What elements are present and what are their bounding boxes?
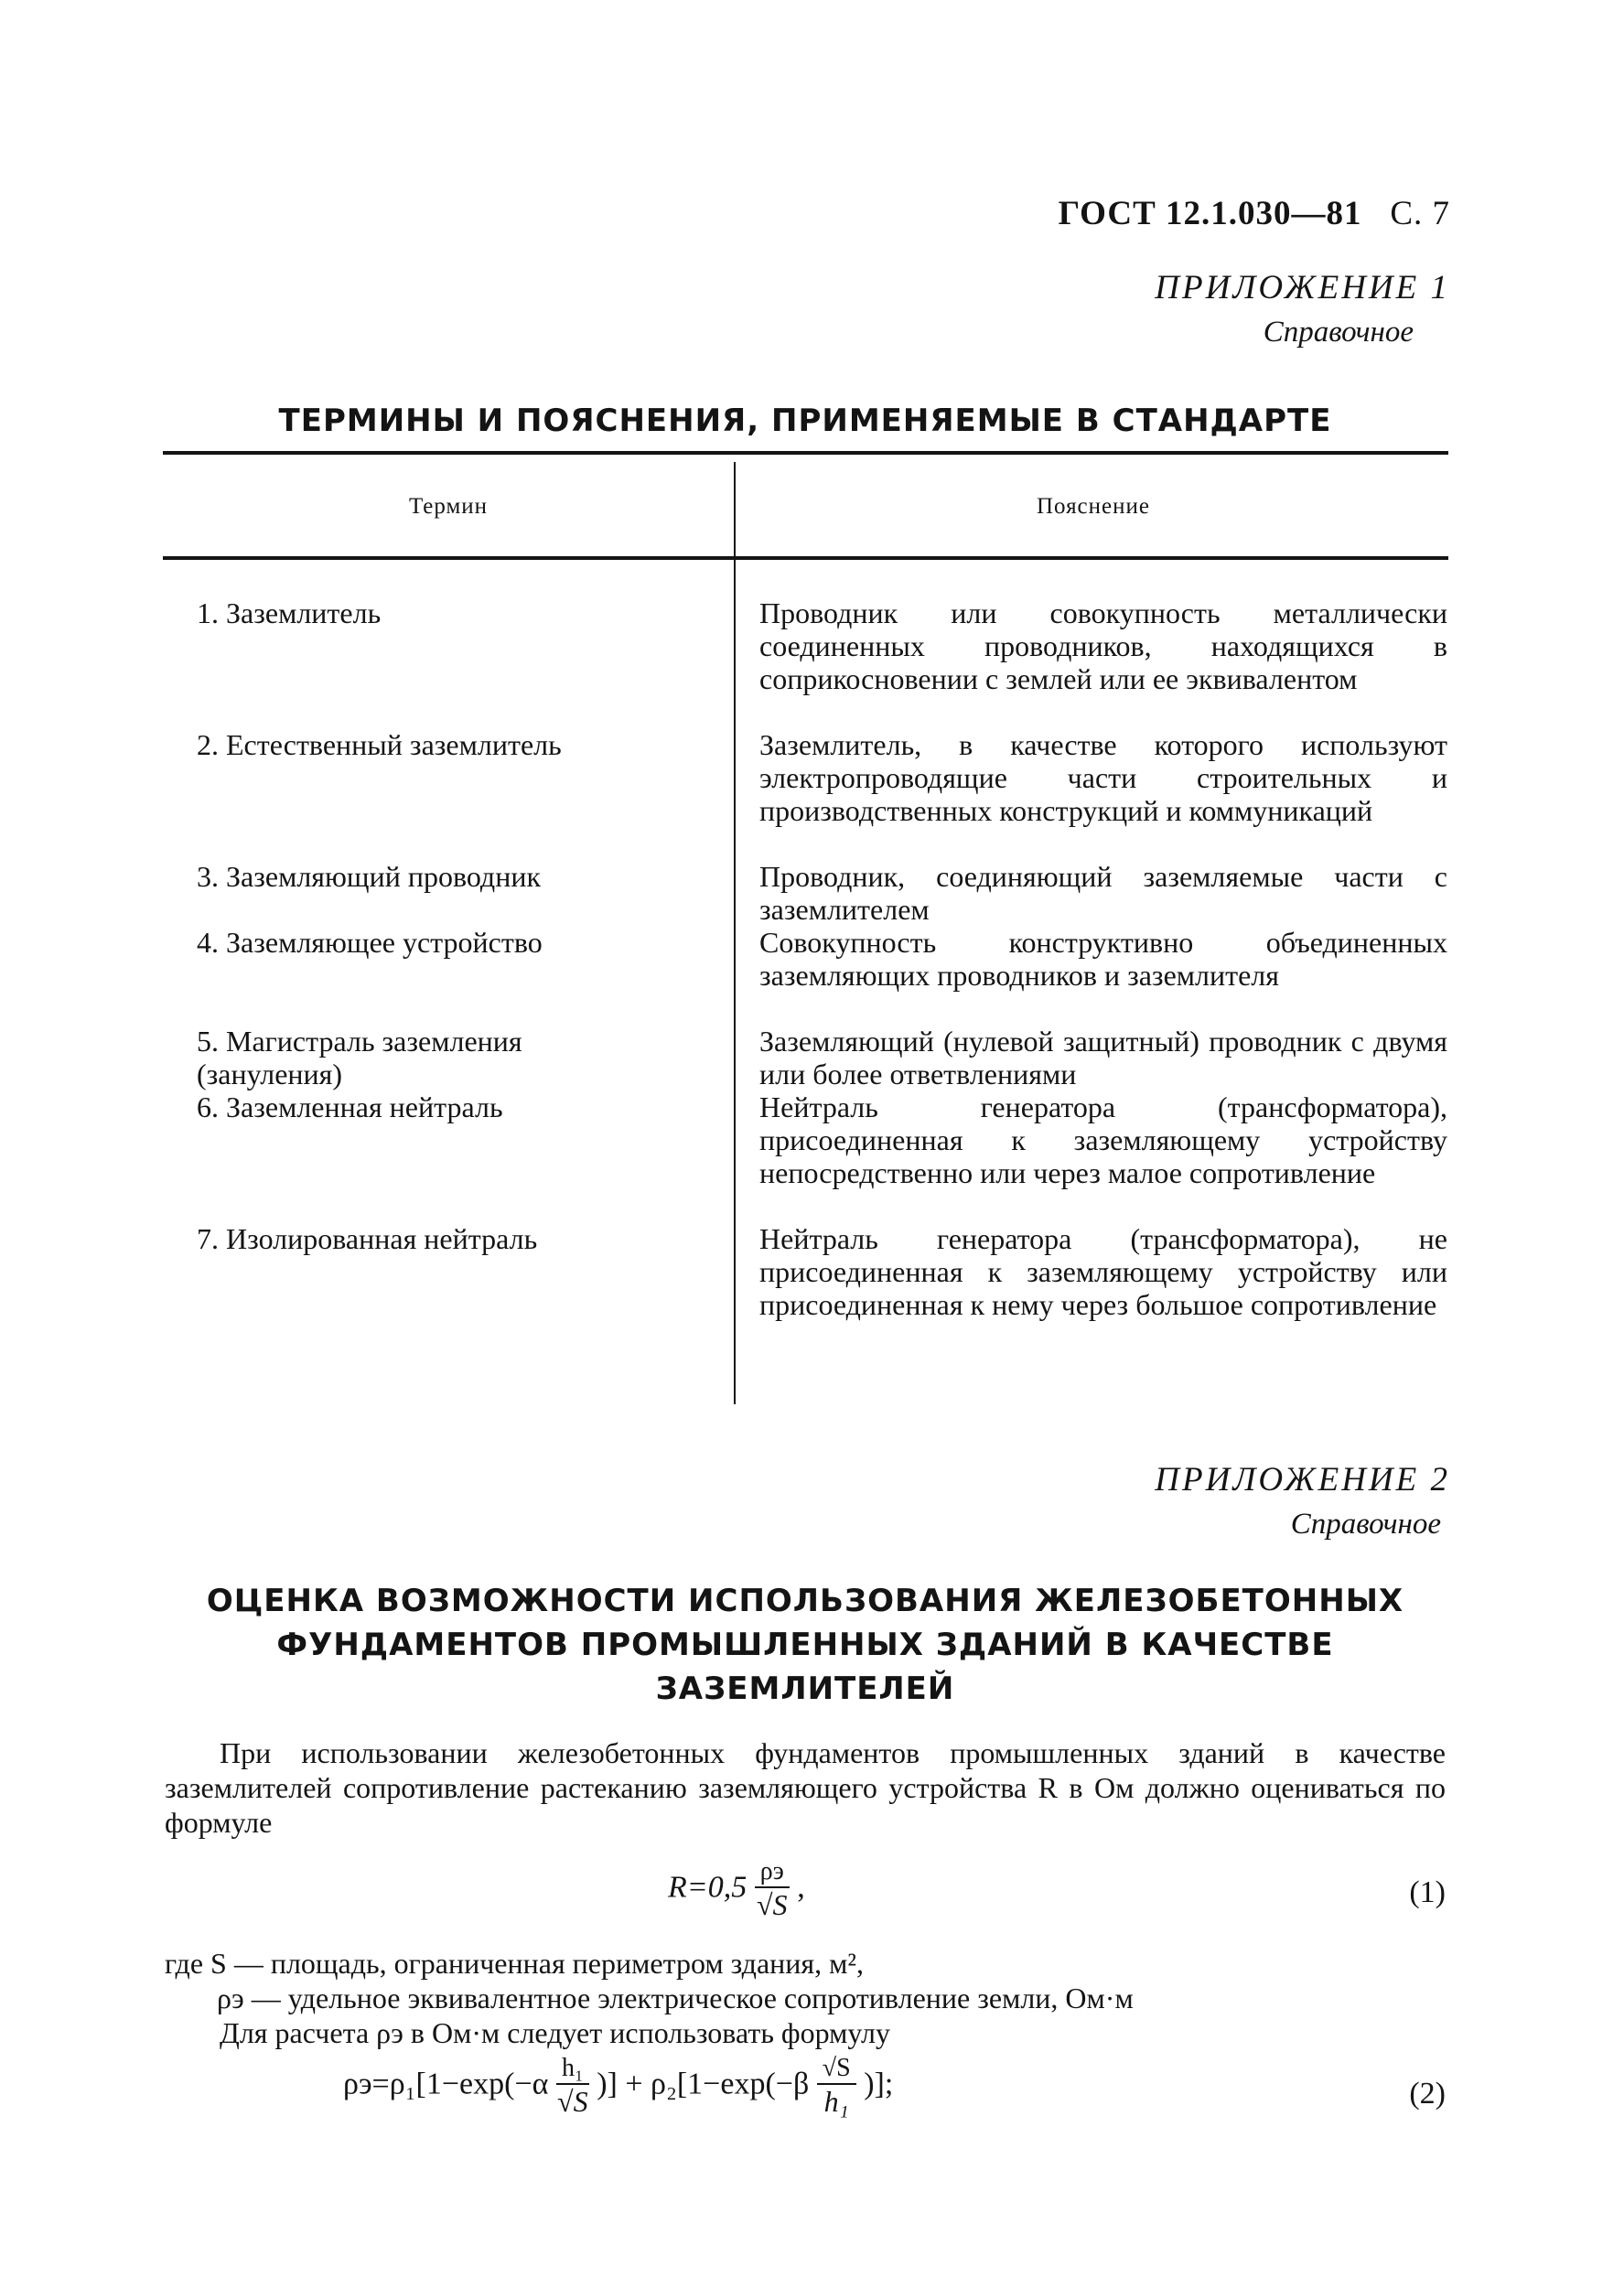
formula-1-denominator: √S [756,1888,788,1921]
term-1: 1. Заземлитель [197,596,382,629]
formula-2-tail: )]; [864,2067,894,2101]
formula-1-lhs: R=0,5 [668,1870,747,1905]
explanation-7: Нейтраль генератора (трансформатора), не присоединенная к заземляющему устройству или присоединенная к нему через большое сопротивление [759,1222,1447,1321]
formula-2-numerator-1: h₁ [556,2054,589,2085]
appendix-1-subtitle: Справочное [1263,316,1414,349]
explanation-1: Проводник или совокупность металлически соединенных проводников, находящихся в соприкосновении с землей или ее эквивалентом [759,596,1447,695]
table-header-rule [163,556,1448,560]
formula-1 [668,1857,1125,1949]
intro-paragraph: При использовании железобетонных фундаментов промышленных зданий в качестве заземлителей сопротивление растеканию заземляющего устройства R в Ом должно оцениваться по формуле [165,1736,1446,1839]
where-line-2: ρэ — удельное эквивалентное электрическое сопротивление земли, Ом·м [217,1982,1134,2014]
where-line-1: где S — площадь, ограниченная периметром здания, м², [165,1947,864,1980]
explanation-6: Нейтраль генератора (трансформатора), присоединенная к заземляющему устройству непосредственно или через малое сопротивление [759,1090,1447,1189]
term-5: 5. Магистраль заземления (зануления) [197,1025,522,1090]
formula-1-tail: , [797,1870,805,1905]
formula-2-lhs: ρэ=ρ₁[1−exp(−α [343,2067,549,2101]
table-column-divider [734,462,736,1404]
page-header [1038,194,1450,233]
explanation-5: Заземляющий (нулевой защитный) проводник с двумя или более ответвлениями [759,1025,1447,1090]
table-top-rule [163,451,1448,455]
column-header-explanation: Пояснение [1036,494,1150,519]
formula-2-denominator-2: h₁ [823,2085,849,2118]
formula-2-numerator-2: √S [817,2054,856,2085]
explanation-4: Совокупность конструктивно объединенных заземляющих проводников и заземлителя [759,926,1447,992]
formula-2-denominator-1: √S [557,2085,588,2118]
term-7: 7. Изолированная нейтраль [197,1222,538,1255]
term-2: 2. Естественный заземлитель [197,728,562,761]
appendix-2-title: ПРИЛОЖЕНИЕ 2 [1155,1461,1450,1498]
appendix-2-heading-line-2: ФУНДАМЕНТОВ ПРОМЫШЛЕННЫХ ЗДАНИЙ В КАЧЕСТВЕ [276,1627,1334,1663]
formula-2 [343,2054,1258,2154]
term-3: 3. Заземляющий проводник [197,860,541,893]
appendix-1-heading: ТЕРМИНЫ И ПОЯСНЕНИЯ, ПРИМЕНЯЕМЫЕ В СТАНДАРТЕ [278,403,1332,439]
calc-line: Для расчета ρэ в Ом·м следует использовать формулу [220,2016,890,2049]
formula-1-fraction [755,1857,790,1922]
term-4: 4. Заземляющее устройство [197,926,543,959]
formula-2-fraction-1 [556,2054,589,2119]
appendix-2-heading-line-1: ОЦЕНКА ВОЗМОЖНОСТИ ИСПОЛЬЗОВАНИЯ ЖЕЛЕЗОБЕТОННЫХ [206,1583,1404,1619]
explanation-3: Проводник, соединяющий заземляемые части с заземлителем [759,860,1447,926]
column-header-term: Термин [408,494,489,519]
formula-1-numerator: ρэ [755,1857,790,1888]
explanation-2: Заземлитель, в качестве которого используют электропроводящие части строительных и производственных конструкций и коммуникаций [759,728,1447,827]
formula-1-number: (1) [1409,1875,1446,1909]
term-6: 6. Заземленная нейтраль [197,1090,503,1123]
standard-number: ГОСТ 12.1.030—81 [1058,195,1362,232]
formula-2-number: (2) [1409,2077,1446,2111]
formula-2-middle: )] + ρ₂[1−exp(−β [597,2067,810,2101]
appendix-1-title: ПРИЛОЖЕНИЕ 1 [1155,269,1450,306]
appendix-2-subtitle: Справочное [1290,1508,1441,1541]
formula-2-fraction-2 [817,2054,856,2119]
page-number: С. 7 [1390,195,1450,232]
appendix-2-heading-line-3: ЗАЗЕМЛИТЕЛЕЙ [655,1670,955,1707]
